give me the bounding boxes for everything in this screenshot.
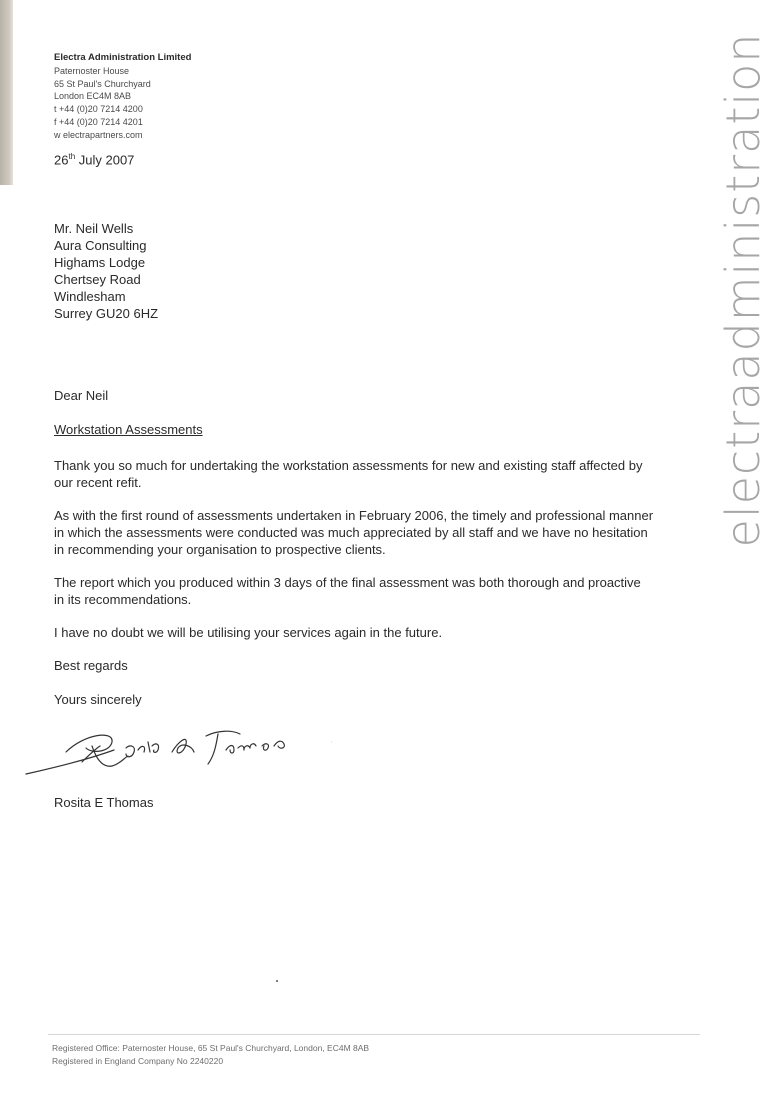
paragraph: Thank you so much for undertaking the workstation assessments for new and existing staff affected by our recent refit. — [54, 458, 643, 490]
recipient-address-line: Chertsey Road — [54, 272, 141, 287]
letterhead-address-line: London EC4M 8AB — [54, 91, 132, 102]
registered-office: Registered Office: Paternoster House, 65 St Paul's Churchyard, London, EC4M 8AB — [52, 1043, 370, 1053]
date-day: 26 — [54, 152, 69, 168]
letterhead-phone: t +44 (0)20 7214 4200 — [54, 104, 143, 115]
closing-yours-sincerely: Yours sincerely — [54, 692, 142, 707]
handwritten-signature — [22, 712, 332, 784]
vertical-brand-wordmark: electraadministration — [716, 32, 770, 548]
paragraph: As with the first round of assessments undertaken in February 2006, the timely and professional manner in which the assessments were conducted was much appreciated by all staff and we have no hesitation in recommending your organisation to prospective clients. — [54, 508, 654, 557]
recipient-address-line: Windlesham — [54, 289, 126, 304]
company-registration: Registered in England Company No 2240220 — [52, 1056, 224, 1066]
date-month-year: July 2007 — [75, 152, 135, 168]
subject-text: Workstation Assessments — [54, 422, 203, 437]
recipient-address — [54, 220, 158, 322]
salutation: Dear Neil — [54, 388, 109, 403]
paragraph: The report which you produced within 3 days of the final assessment was both thorough and proactive in its recommendations. — [54, 575, 641, 607]
company-name: Electra Administration Limited — [54, 52, 192, 63]
recipient-address-line: Highams Lodge — [54, 255, 146, 270]
footer — [52, 1042, 369, 1068]
letterhead-website: w electrapartners.com — [54, 129, 143, 140]
date-suffix: th — [68, 152, 76, 161]
recipient-company: Aura Consulting — [54, 238, 147, 253]
letterhead-address-line: Paternoster House — [54, 66, 130, 76]
recipient-name: Mr. Neil Wells — [54, 221, 134, 236]
signatory-name: Rosita E Thomas — [54, 795, 154, 810]
scan-speck — [276, 980, 278, 982]
subject-line — [54, 422, 654, 439]
footer-divider — [48, 1034, 700, 1035]
letter-date — [54, 152, 134, 167]
letterhead — [54, 51, 191, 141]
letterhead-fax: f +44 (0)20 7214 4201 — [54, 116, 143, 127]
letterhead-address-line: 65 St Paul's Churchyard — [54, 78, 151, 89]
closing-best-regards: Best regards — [54, 658, 128, 673]
paragraph: I have no doubt we will be utilising your services again in the future. — [54, 625, 443, 640]
recipient-postcode: Surrey GU20 6HZ — [54, 306, 159, 321]
scan-edge-strip — [0, 0, 13, 185]
